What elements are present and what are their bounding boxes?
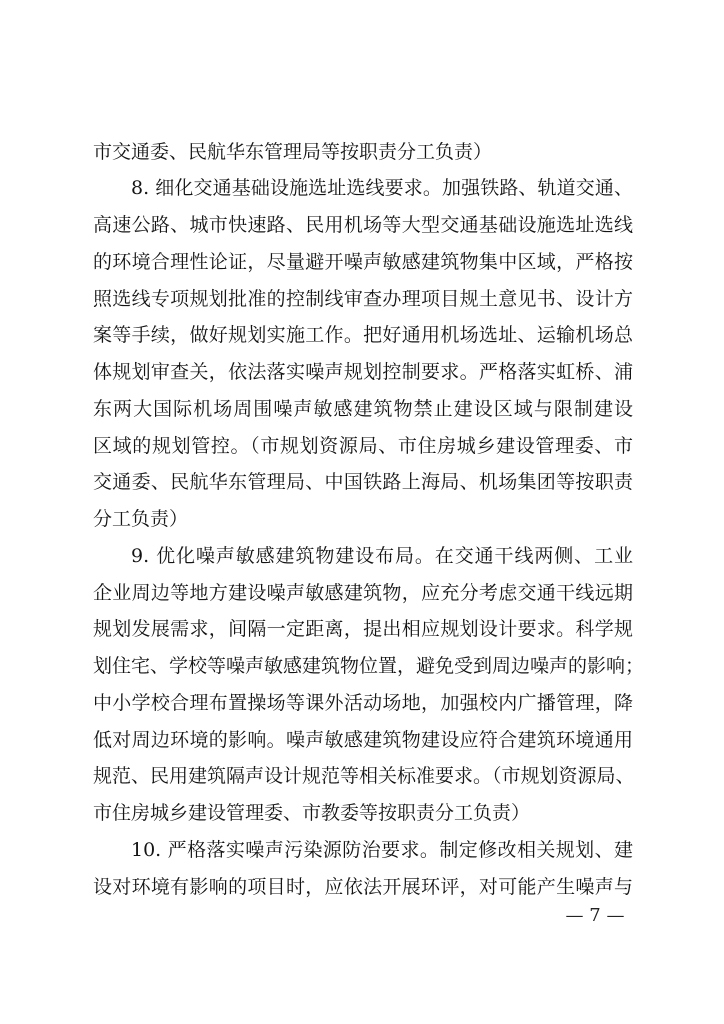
text-line: 的环境合理性论证，尽量避开噪声敏感建筑物集中区域，严格按 [93,251,633,273]
text-line: 划住宅、学校等噪声敏感建筑物位置，避免受到周边噪声的影响； [93,655,645,677]
text-line: 市交通委、民航华东管理局等按职责分工负责） [93,141,493,163]
text-line: 低对周边环境的影响。噪声敏感建筑物建设应符合建筑环境通用 [93,729,633,751]
paragraph-heading-8: 8. 细化交通基础设施选址选线要求。加强铁路、轨道交通、 [131,177,633,199]
text-line: 规范、民用建筑隔声设计规范等相关标准要求。（市规划资源局、 [93,765,635,787]
text-line: 照选线专项规划批准的控制线审查办理项目规土意见书、设计方 [93,288,633,310]
page-number: — 7 — [565,905,625,926]
paragraph-heading-9: 9. 优化噪声敏感建筑物建设布局。在交通干线两侧、工业 [131,545,633,567]
paragraph-heading-10: 10. 严格落实噪声污染源防治要求。制定修改相关规划、建 [131,839,633,861]
text-line: 体规划审查关，依法落实噪声规划控制要求。严格落实虹桥、浦 [93,361,633,383]
text-line: 规划发展需求，间隔一定距离，提出相应规划设计要求。科学规 [93,618,633,640]
text-line: 案等手续，做好规划实施工作。把好通用机场选址、运输机场总 [93,324,633,346]
text-line: 设对环境有影响的项目时，应依法开展环评，对可能产生噪声与 [93,876,633,898]
text-line: 市住房城乡建设管理委、市教委等按职责分工负责） [93,802,531,824]
text-line: 企业周边等地方建设噪声敏感建筑物，应充分考虑交通干线远期 [93,582,633,604]
text-line: 分工负责） [93,508,189,530]
text-line: 区域的规划管控。（市规划资源局、市住房城乡建设管理委、市 [93,435,633,457]
text-line: 中小学校合理布置操场等课外活动场地，加强校内广播管理，降 [93,692,633,714]
text-line: 东两大国际机场周围噪声敏感建筑物禁止建设区域与限制建设 [93,398,633,420]
text-line: 高速公路、城市快速路、民用机场等大型交通基础设施选址选线 [93,214,633,236]
text-line: 交通委、民航华东管理局、中国铁路上海局、机场集团等按职责 [93,471,633,493]
